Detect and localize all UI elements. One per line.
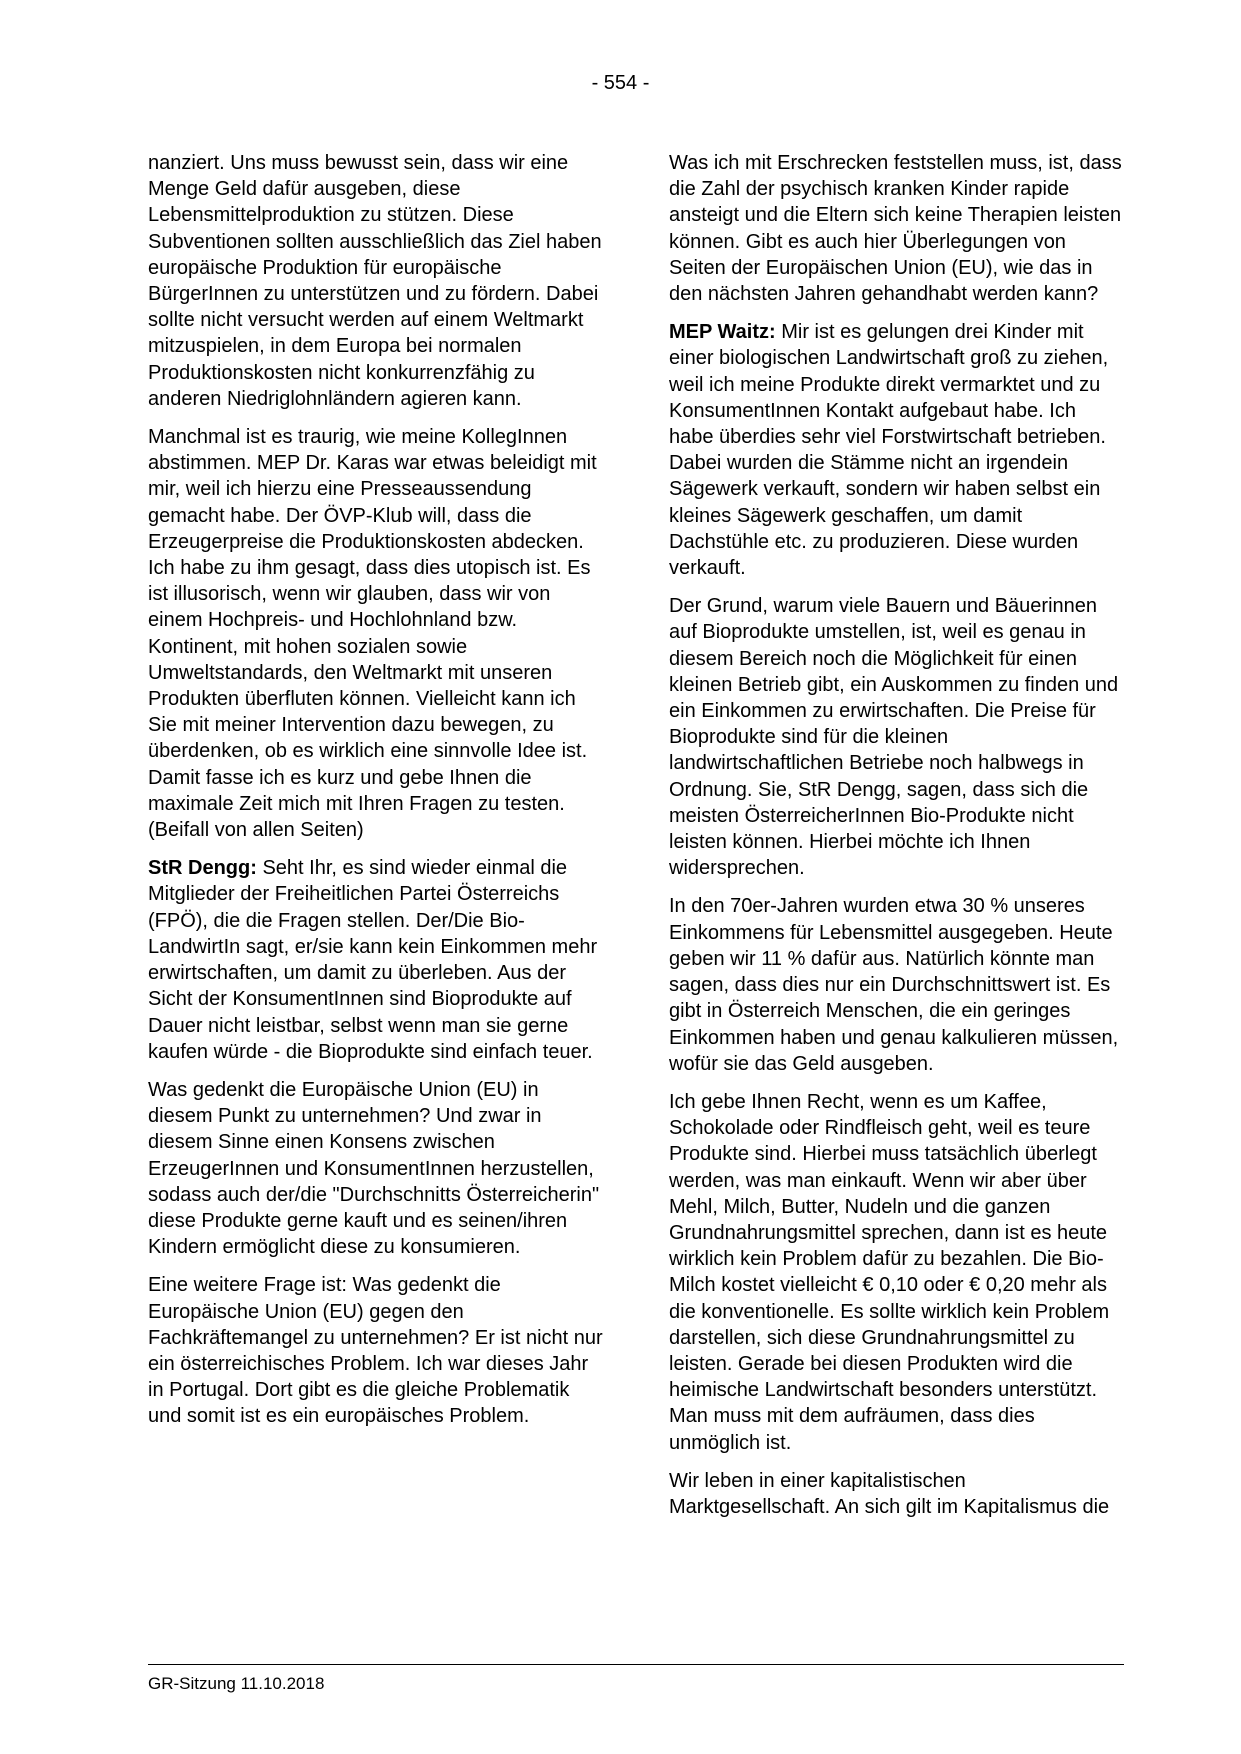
paragraph-text: In den 70er-Jahren wurden etwa 30 % unseres Einkommens für Lebensmittel ausgegeben. Heute geben wir 11 % dafür aus. Natürlich könnte man sagen, dass dies nur ein Durchschnittswert ist. Es gibt in Österreich Menschen, die ein geringes Einkommen haben und genau kalkulieren müssen, wofür sie das Geld ausgeben. bbox=[669, 895, 1119, 1075]
paragraph-text: Mir ist es gelungen drei Kinder mit einer biologischen Landwirtschaft groß zu ziehen, weil ich meine Produkte direkt vermarktet und zu KonsumentInnen Kontakt aufgebaut habe. Ich habe überdies sehr viel Forstwirtschaft betrieben. Dabei wurden die Stämme nicht an irgendein Sägewerk verkauft, sondern wir haben selbst ein kleines Sägewerk geschaffen, um damit Dachstühle etc. zu produzieren. Diese wurden verkauft. bbox=[669, 321, 1109, 580]
paragraph bbox=[669, 893, 1124, 1076]
paragraph bbox=[148, 1272, 603, 1429]
paragraph-text: Seht Ihr, es sind wieder einmal die Mitglieder der Freiheitlichen Partei Österreichs (FPÖ), die die Fragen stellen. Der/Die Bio-LandwirtIn sagt, er/sie kann kein Einkommen mehr erwirtschaften, um damit zu überleben. Aus der Sicht der KonsumentInnen sind Bioprodukte auf Dauer nicht leistbar, selbst wenn man sie gerne kaufen würde - die Bioprodukte sind einfach teuer. bbox=[148, 857, 598, 1063]
paragraph bbox=[669, 319, 1124, 581]
paragraph-text: Wir leben in einer kapitalistischen Marktgesellschaft. An sich gilt im Kapitalismus die bbox=[669, 1469, 1110, 1518]
paragraph bbox=[148, 855, 603, 1065]
paragraph bbox=[148, 1077, 603, 1260]
page-number: - 554 - bbox=[591, 72, 650, 94]
paragraph bbox=[669, 150, 1124, 307]
paragraph bbox=[148, 150, 603, 412]
right-column bbox=[669, 150, 1124, 1532]
paragraph-text: Was gedenkt die Europäische Union (EU) in diesem Punkt zu unternehmen? Und zwar in diesem Sinne einen Konsens zwischen ErzeugerInnen und KonsumentInnen herzustellen, sodass auch der/die "Durchschnitts Österreicherin" diese Produkte gerne kauft und es seinen/ihren Kindern ermöglicht diese zu konsumieren. bbox=[148, 1078, 600, 1259]
paragraph bbox=[669, 1468, 1124, 1520]
speaker-name: StR Dengg: bbox=[148, 857, 257, 880]
paragraph bbox=[669, 593, 1124, 881]
speaker-name: MEP Waitz: bbox=[669, 321, 776, 344]
paragraph bbox=[669, 1089, 1124, 1456]
footer-divider bbox=[148, 1664, 1124, 1665]
paragraph-text: Manchmal ist es traurig, wie meine KollegInnen abstimmen. MEP Dr. Karas war etwas beleidigt mit mir, weil ich hierzu eine Presseaussendung gemacht habe. Der ÖVP-Klub will, dass die Erzeugerpreise die Produktionskosten abdecken. Ich habe zu ihm gesagt, dass dies utopisch ist. Es ist illusorisch, wenn wir glauben, dass wir von einem Hochpreis- und Hochlohnland bzw. Kontinent, mit hohen sozialen sowie Umweltstandards, den Weltmarkt mit unseren Produkten überfluten können. Vielleicht kann ich Sie mit meiner Intervention dazu bewegen, zu überdenken, ob es wirklich eine sinnvolle Idee ist. Damit fasse ich es kurz und gebe Ihnen die maximale Zeit mich mit Ihren Fragen zu testen. (Beifall von allen Seiten) bbox=[148, 426, 597, 842]
paragraph bbox=[148, 424, 603, 843]
paragraph-text: Eine weitere Frage ist: Was gedenkt die Europäische Union (EU) gegen den Fachkräftemangel zu unternehmen? Er ist nicht nur ein österreichisches Problem. Ich war dieses Jahr in Portugal. Dort gibt es die gleiche Problematik und somit ist es ein europäisches Problem. bbox=[148, 1274, 603, 1428]
footer-session-date: GR-Sitzung 11.10.2018 bbox=[148, 1674, 325, 1693]
paragraph-text: Der Grund, warum viele Bauern und Bäuerinnen auf Bioprodukte umstellen, ist, weil es genau in diesem Bereich noch die Möglichkeit für einen kleinen Betrieb gibt, ein Auskommen zu finden und ein Einkommen zu erwirtschaften. Die Preise für Bioprodukte sind für die kleinen landwirtschaftlichen Betriebe noch halbwegs in Ordnung. Sie, StR Dengg, sagen, dass sich die meisten ÖsterreicherInnen Bio-Produkte nicht leisten können. Hierbei möchte ich Ihnen widersprechen. bbox=[669, 595, 1119, 880]
left-column bbox=[148, 150, 603, 1442]
paragraph-text: Was ich mit Erschrecken feststellen muss, ist, dass die Zahl der psychisch kranken Kinder rapide ansteigt und die Eltern sich keine Therapien leisten können. Gibt es auch hier Überlegungen von Seiten der Europäischen Union (EU), wie das in den nächsten Jahren gehandhabt werden kann? bbox=[669, 152, 1122, 306]
paragraph-text: Ich gebe Ihnen Recht, wenn es um Kaffee, Schokolade oder Rindfleisch geht, weil es teure Produkte sind. Hierbei muss tatsächlich überlegt werden, was man einkauft. Wenn wir aber über Mehl, Milch, Butter, Nudeln und die ganzen Grundnahrungsmittel sprechen, dann ist es heute wirklich kein Problem dafür zu bezahlen. Die Bio-Milch kostet vielleicht € 0,10 oder € 0,20 mehr als die konventionelle. Es sollte wirklich kein Problem darstellen, sich diese Grundnahrungsmittel zu leisten. Gerade bei diesen Produkten wird die heimische Landwirtschaft besonders unterstützt. Man muss mit dem aufräumen, dass dies unmöglich ist. bbox=[669, 1090, 1110, 1454]
paragraph-text: nanziert. Uns muss bewusst sein, dass wir eine Menge Geld dafür ausgeben, diese Lebensmittelproduktion zu stützen. Diese Subventionen sollten ausschließlich das Ziel haben europäische Produktion für europäische BürgerInnen zu unterstützen und zu fördern. Dabei sollte nicht versucht werden auf einem Weltmarkt mitzuspielen, in dem Europa bei normalen Produktionskosten nicht konkurrenzfähig zu anderen Niedriglohnländern agieren kann. bbox=[148, 152, 602, 410]
